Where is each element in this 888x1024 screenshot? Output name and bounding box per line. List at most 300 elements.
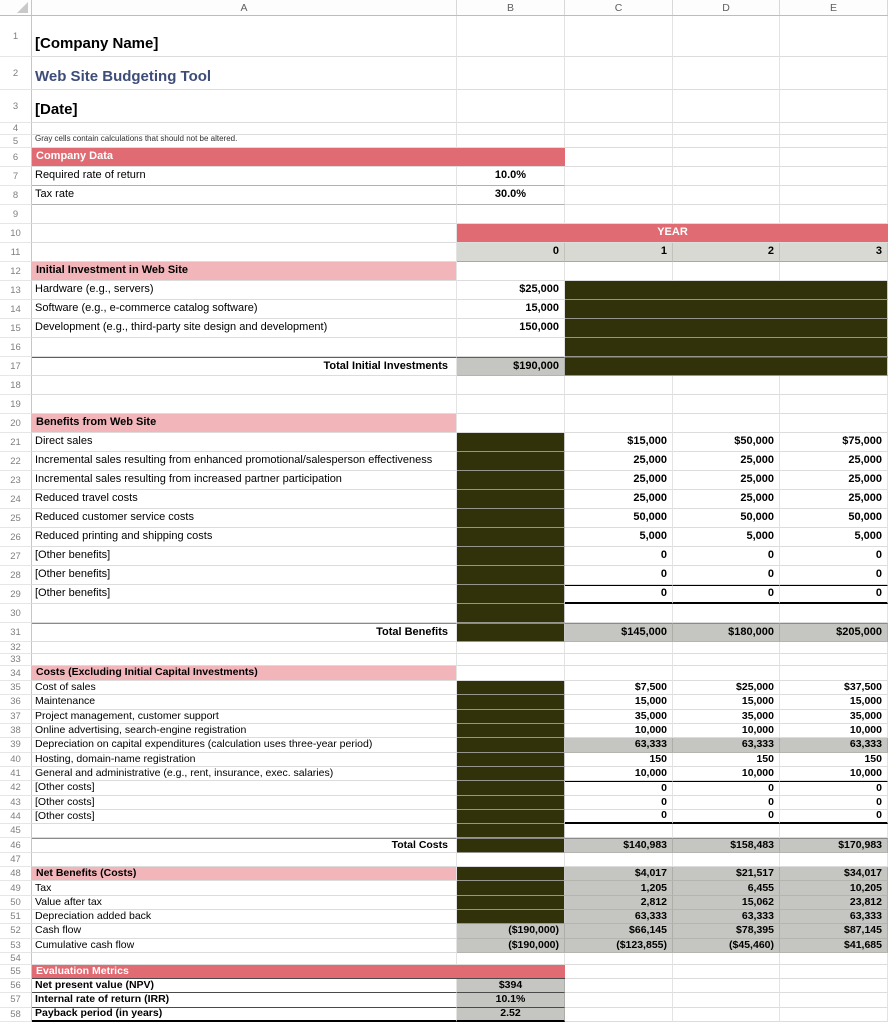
cell-B45[interactable]	[457, 824, 565, 838]
row-header-30[interactable]: 30	[0, 604, 32, 623]
cell-D56[interactable]	[673, 979, 780, 993]
cell-E18[interactable]	[780, 376, 888, 395]
cell-A9[interactable]	[32, 205, 457, 224]
cell-C26[interactable]: 5,000	[565, 528, 673, 547]
cell-E26[interactable]: 5,000	[780, 528, 888, 547]
cell-B36[interactable]	[457, 695, 565, 709]
cell-D29[interactable]: 0	[673, 585, 780, 604]
cell-D38[interactable]: 10,000	[673, 724, 780, 738]
cell-A10[interactable]	[32, 224, 457, 243]
row-header-38[interactable]: 38	[0, 724, 32, 738]
cell-B7[interactable]: 10.0%	[457, 167, 565, 186]
cell-A49[interactable]: Tax	[32, 881, 457, 895]
cell-E33[interactable]	[780, 654, 888, 666]
row-header-29[interactable]: 29	[0, 585, 32, 604]
cell-C24[interactable]: 25,000	[565, 490, 673, 509]
cell-B12[interactable]	[457, 262, 565, 281]
cell-B9[interactable]	[457, 205, 565, 224]
cell-A46[interactable]: Total Costs	[32, 838, 457, 852]
cell-A17[interactable]: Total Initial Investments	[32, 357, 457, 376]
cell-B19[interactable]	[457, 395, 565, 414]
cell-A26[interactable]: Reduced printing and shipping costs	[32, 528, 457, 547]
row-header-53[interactable]: 53	[0, 939, 32, 953]
cell-D19[interactable]	[673, 395, 780, 414]
cell-B1[interactable]	[457, 16, 565, 57]
cell-B21[interactable]	[457, 433, 565, 452]
row-header-26[interactable]: 26	[0, 528, 32, 547]
row-header-54[interactable]: 54	[0, 953, 32, 965]
row-header-49[interactable]: 49	[0, 881, 32, 895]
cell-B47[interactable]	[457, 853, 565, 867]
cell-D43[interactable]: 0	[673, 796, 780, 810]
row-header-3[interactable]: 3	[0, 90, 32, 123]
cell-B54[interactable]	[457, 953, 565, 965]
cell-A8[interactable]: Tax rate	[32, 186, 457, 205]
cell-A4[interactable]	[32, 123, 457, 135]
row-header-21[interactable]: 21	[0, 433, 32, 452]
row-header-11[interactable]: 11	[0, 243, 32, 262]
cell-C5[interactable]	[565, 135, 673, 148]
cell-A57[interactable]: Internal rate of return (IRR)	[32, 993, 457, 1008]
cell-B46[interactable]	[457, 838, 565, 852]
cell-B31[interactable]	[457, 623, 565, 642]
row-header-41[interactable]: 41	[0, 767, 32, 781]
cell-B38[interactable]	[457, 724, 565, 738]
cell-C47[interactable]	[565, 853, 673, 867]
cell-C20[interactable]	[565, 414, 673, 433]
col-header-C[interactable]: C	[565, 0, 673, 15]
cell-A37[interactable]: Project management, customer support	[32, 710, 457, 724]
cell-E45[interactable]	[780, 824, 888, 838]
cell-E27[interactable]: 0	[780, 547, 888, 566]
cell-C30[interactable]	[565, 604, 673, 623]
row-header-50[interactable]: 50	[0, 896, 32, 910]
cell-B16[interactable]	[457, 338, 565, 357]
cell-D37[interactable]: 35,000	[673, 710, 780, 724]
cell-A6[interactable]: Company Data	[32, 148, 565, 167]
cell-A15[interactable]: Development (e.g., third-party site design and development)	[32, 319, 457, 338]
cell-E57[interactable]	[780, 993, 888, 1008]
cell-A48[interactable]: Net Benefits (Costs)	[32, 867, 457, 881]
cell-E37[interactable]: 35,000	[780, 710, 888, 724]
cell-C22[interactable]: 25,000	[565, 452, 673, 471]
cell-D11[interactable]: 2	[673, 243, 780, 262]
col-header-D[interactable]: D	[673, 0, 780, 15]
cell-B13[interactable]: $25,000	[457, 281, 565, 300]
cell-D49[interactable]: 6,455	[673, 881, 780, 895]
cell-C50[interactable]: 2,812	[565, 896, 673, 910]
row-header-52[interactable]: 52	[0, 924, 32, 938]
cell-C32[interactable]	[565, 642, 673, 654]
row-header-33[interactable]: 33	[0, 654, 32, 666]
cell-A55[interactable]: Evaluation Metrics	[32, 965, 565, 979]
row-header-10[interactable]: 10	[0, 224, 32, 243]
cell-A18[interactable]	[32, 376, 457, 395]
cell-C21[interactable]: $15,000	[565, 433, 673, 452]
cell-E30[interactable]	[780, 604, 888, 623]
cell-C44[interactable]: 0	[565, 810, 673, 824]
cell-D31[interactable]: $180,000	[673, 623, 780, 642]
cell-E50[interactable]: 23,812	[780, 896, 888, 910]
cell-D30[interactable]	[673, 604, 780, 623]
cell-E25[interactable]: 50,000	[780, 509, 888, 528]
cell-B32[interactable]	[457, 642, 565, 654]
row-header-1[interactable]: 1	[0, 16, 32, 57]
cell-E21[interactable]: $75,000	[780, 433, 888, 452]
cell-C28[interactable]: 0	[565, 566, 673, 585]
row-header-15[interactable]: 15	[0, 319, 32, 338]
cell-D23[interactable]: 25,000	[673, 471, 780, 490]
cell-A31[interactable]: Total Benefits	[32, 623, 457, 642]
cell-A45[interactable]	[32, 824, 457, 838]
cell-E53[interactable]: $41,685	[780, 939, 888, 953]
cell-B23[interactable]	[457, 471, 565, 490]
cell-C39[interactable]: 63,333	[565, 738, 673, 752]
cell-A13[interactable]: Hardware (e.g., servers)	[32, 281, 457, 300]
cell-E22[interactable]: 25,000	[780, 452, 888, 471]
cell-B24[interactable]	[457, 490, 565, 509]
cell-A28[interactable]: [Other benefits]	[32, 566, 457, 585]
cell-B53[interactable]: ($190,000)	[457, 939, 565, 953]
cell-B14[interactable]: 15,000	[457, 300, 565, 319]
cell-B58[interactable]: 2.52	[457, 1008, 565, 1022]
cell-A23[interactable]: Incremental sales resulting from increased partner participation	[32, 471, 457, 490]
cell-D45[interactable]	[673, 824, 780, 838]
cell-A32[interactable]	[32, 642, 457, 654]
cell-C29[interactable]: 0	[565, 585, 673, 604]
cell-A27[interactable]: [Other benefits]	[32, 547, 457, 566]
row-header-39[interactable]: 39	[0, 738, 32, 752]
row-header-22[interactable]: 22	[0, 452, 32, 471]
cell-A43[interactable]: [Other costs]	[32, 796, 457, 810]
cell-E32[interactable]	[780, 642, 888, 654]
cell-E58[interactable]	[780, 1008, 888, 1022]
cell-D25[interactable]: 50,000	[673, 509, 780, 528]
select-all-corner[interactable]	[0, 0, 32, 15]
cell-C38[interactable]: 10,000	[565, 724, 673, 738]
row-header-13[interactable]: 13	[0, 281, 32, 300]
cell-C54[interactable]	[565, 953, 673, 965]
cell-D6[interactable]	[673, 148, 780, 167]
row-header-48[interactable]: 48	[0, 867, 32, 881]
cell-C4[interactable]	[565, 123, 673, 135]
cell-E36[interactable]: 15,000	[780, 695, 888, 709]
cell-E47[interactable]	[780, 853, 888, 867]
cell-A44[interactable]: [Other costs]	[32, 810, 457, 824]
row-header-58[interactable]: 58	[0, 1008, 32, 1022]
cell-C3[interactable]	[565, 90, 673, 123]
cell-C18[interactable]	[565, 376, 673, 395]
cell-C48[interactable]: $4,017	[565, 867, 673, 881]
row-header-8[interactable]: 8	[0, 186, 32, 205]
cell-D35[interactable]: $25,000	[673, 681, 780, 695]
row-header-57[interactable]: 57	[0, 993, 32, 1008]
cell-A51[interactable]: Depreciation added back	[32, 910, 457, 924]
cell-A19[interactable]	[32, 395, 457, 414]
cell-D9[interactable]	[673, 205, 780, 224]
cell-D28[interactable]: 0	[673, 566, 780, 585]
cell-E5[interactable]	[780, 135, 888, 148]
row-header-34[interactable]: 34	[0, 666, 32, 681]
cell-D18[interactable]	[673, 376, 780, 395]
cell-E34[interactable]	[780, 666, 888, 681]
cell-D2[interactable]	[673, 57, 780, 90]
cell-E42[interactable]: 0	[780, 781, 888, 795]
cell-B27[interactable]	[457, 547, 565, 566]
cell-D41[interactable]: 10,000	[673, 767, 780, 781]
cell-A14[interactable]: Software (e.g., e-commerce catalog software)	[32, 300, 457, 319]
row-header-7[interactable]: 7	[0, 167, 32, 186]
cell-B44[interactable]	[457, 810, 565, 824]
cell-B41[interactable]	[457, 767, 565, 781]
cell-C17[interactable]	[565, 357, 888, 376]
cell-B8[interactable]: 30.0%	[457, 186, 565, 205]
row-header-43[interactable]: 43	[0, 796, 32, 810]
row-header-2[interactable]: 2	[0, 57, 32, 90]
row-header-37[interactable]: 37	[0, 710, 32, 724]
cell-A52[interactable]: Cash flow	[32, 924, 457, 938]
cell-A38[interactable]: Online advertising, search-engine registration	[32, 724, 457, 738]
cell-D8[interactable]	[673, 186, 780, 205]
row-header-45[interactable]: 45	[0, 824, 32, 838]
cell-B51[interactable]	[457, 910, 565, 924]
cell-D3[interactable]	[673, 90, 780, 123]
cell-A22[interactable]: Incremental sales resulting from enhanced promotional/salesperson effectiveness	[32, 452, 457, 471]
cell-D12[interactable]	[673, 262, 780, 281]
cell-B4[interactable]	[457, 123, 565, 135]
col-header-B[interactable]: B	[457, 0, 565, 15]
cell-E11[interactable]: 3	[780, 243, 888, 262]
cell-C15[interactable]	[565, 319, 888, 338]
cell-E39[interactable]: 63,333	[780, 738, 888, 752]
cell-B35[interactable]	[457, 681, 565, 695]
cell-B52[interactable]: ($190,000)	[457, 924, 565, 938]
row-header-55[interactable]: 55	[0, 965, 32, 979]
cell-C46[interactable]: $140,983	[565, 838, 673, 852]
cell-D33[interactable]	[673, 654, 780, 666]
cell-C53[interactable]: ($123,855)	[565, 939, 673, 953]
cell-C43[interactable]: 0	[565, 796, 673, 810]
cell-D4[interactable]	[673, 123, 780, 135]
cell-B34[interactable]	[457, 666, 565, 681]
cell-A20[interactable]: Benefits from Web Site	[32, 414, 457, 433]
cell-E56[interactable]	[780, 979, 888, 993]
cell-A50[interactable]: Value after tax	[32, 896, 457, 910]
cell-A47[interactable]	[32, 853, 457, 867]
cell-E9[interactable]	[780, 205, 888, 224]
row-header-6[interactable]: 6	[0, 148, 32, 167]
cell-A40[interactable]: Hosting, domain-name registration	[32, 753, 457, 767]
cell-B25[interactable]	[457, 509, 565, 528]
cell-E46[interactable]: $170,983	[780, 838, 888, 852]
cell-A29[interactable]: [Other benefits]	[32, 585, 457, 604]
cell-D36[interactable]: 15,000	[673, 695, 780, 709]
cell-D40[interactable]: 150	[673, 753, 780, 767]
cell-C8[interactable]	[565, 186, 673, 205]
row-header-40[interactable]: 40	[0, 753, 32, 767]
row-header-16[interactable]: 16	[0, 338, 32, 357]
cell-B2[interactable]	[457, 57, 565, 90]
cell-B15[interactable]: 150,000	[457, 319, 565, 338]
cell-C9[interactable]	[565, 205, 673, 224]
cell-A54[interactable]	[32, 953, 457, 965]
cell-E29[interactable]: 0	[780, 585, 888, 604]
cell-E54[interactable]	[780, 953, 888, 965]
row-header-31[interactable]: 31	[0, 623, 32, 642]
cell-D53[interactable]: ($45,460)	[673, 939, 780, 953]
cell-E7[interactable]	[780, 167, 888, 186]
cell-A7[interactable]: Required rate of return	[32, 167, 457, 186]
cell-A21[interactable]: Direct sales	[32, 433, 457, 452]
cell-C11[interactable]: 1	[565, 243, 673, 262]
col-header-E[interactable]: E	[780, 0, 888, 15]
cell-C19[interactable]	[565, 395, 673, 414]
cell-B20[interactable]	[457, 414, 565, 433]
cell-E38[interactable]: 10,000	[780, 724, 888, 738]
cell-E44[interactable]: 0	[780, 810, 888, 824]
cell-C12[interactable]	[565, 262, 673, 281]
cell-E6[interactable]	[780, 148, 888, 167]
cell-E3[interactable]	[780, 90, 888, 123]
cell-C56[interactable]	[565, 979, 673, 993]
cell-E8[interactable]	[780, 186, 888, 205]
row-header-56[interactable]: 56	[0, 979, 32, 993]
cell-A36[interactable]: Maintenance	[32, 695, 457, 709]
cell-B11[interactable]: 0	[457, 243, 565, 262]
cell-D44[interactable]: 0	[673, 810, 780, 824]
cell-A34[interactable]: Costs (Excluding Initial Capital Investments)	[32, 666, 457, 681]
cell-D20[interactable]	[673, 414, 780, 433]
cell-B37[interactable]	[457, 710, 565, 724]
cell-D51[interactable]: 63,333	[673, 910, 780, 924]
cell-D50[interactable]: 15,062	[673, 896, 780, 910]
cell-A16[interactable]	[32, 338, 457, 357]
cell-B3[interactable]	[457, 90, 565, 123]
cell-D1[interactable]	[673, 16, 780, 57]
row-header-51[interactable]: 51	[0, 910, 32, 924]
cell-B42[interactable]	[457, 781, 565, 795]
row-header-42[interactable]: 42	[0, 781, 32, 795]
cell-C14[interactable]	[565, 300, 888, 319]
cell-B17[interactable]: $190,000	[457, 357, 565, 376]
cell-B26[interactable]	[457, 528, 565, 547]
col-header-A[interactable]: A	[32, 0, 457, 15]
cell-C7[interactable]	[565, 167, 673, 186]
cell-B39[interactable]	[457, 738, 565, 752]
cell-A2[interactable]: Web Site Budgeting Tool	[32, 57, 457, 90]
cell-E12[interactable]	[780, 262, 888, 281]
cell-A35[interactable]: Cost of sales	[32, 681, 457, 695]
cell-D26[interactable]: 5,000	[673, 528, 780, 547]
cell-D58[interactable]	[673, 1008, 780, 1022]
row-header-14[interactable]: 14	[0, 300, 32, 319]
row-header-46[interactable]: 46	[0, 838, 32, 852]
cell-C41[interactable]: 10,000	[565, 767, 673, 781]
cell-D27[interactable]: 0	[673, 547, 780, 566]
cell-C42[interactable]: 0	[565, 781, 673, 795]
cell-C13[interactable]	[565, 281, 888, 300]
cell-E52[interactable]: $87,145	[780, 924, 888, 938]
row-header-24[interactable]: 24	[0, 490, 32, 509]
cell-D52[interactable]: $78,395	[673, 924, 780, 938]
cell-E23[interactable]: 25,000	[780, 471, 888, 490]
cell-B57[interactable]: 10.1%	[457, 993, 565, 1008]
cell-E51[interactable]: 63,333	[780, 910, 888, 924]
cell-D7[interactable]	[673, 167, 780, 186]
cell-A25[interactable]: Reduced customer service costs	[32, 509, 457, 528]
cell-C27[interactable]: 0	[565, 547, 673, 566]
cell-D48[interactable]: $21,517	[673, 867, 780, 881]
cell-A5[interactable]: Gray cells contain calculations that should not be altered.	[32, 135, 457, 148]
row-header-44[interactable]: 44	[0, 810, 32, 824]
cell-A11[interactable]	[32, 243, 457, 262]
row-header-28[interactable]: 28	[0, 566, 32, 585]
cell-E24[interactable]: 25,000	[780, 490, 888, 509]
cell-D24[interactable]: 25,000	[673, 490, 780, 509]
cell-D39[interactable]: 63,333	[673, 738, 780, 752]
row-header-27[interactable]: 27	[0, 547, 32, 566]
cell-E19[interactable]	[780, 395, 888, 414]
cell-B10[interactable]: YEAR	[457, 224, 888, 243]
cell-D5[interactable]	[673, 135, 780, 148]
row-header-9[interactable]: 9	[0, 205, 32, 224]
row-header-35[interactable]: 35	[0, 681, 32, 695]
cell-E2[interactable]	[780, 57, 888, 90]
cell-D42[interactable]: 0	[673, 781, 780, 795]
cell-C37[interactable]: 35,000	[565, 710, 673, 724]
row-header-23[interactable]: 23	[0, 471, 32, 490]
row-header-5[interactable]: 5	[0, 135, 32, 148]
cell-D32[interactable]	[673, 642, 780, 654]
cell-A42[interactable]: [Other costs]	[32, 781, 457, 795]
row-header-36[interactable]: 36	[0, 695, 32, 709]
cell-E43[interactable]: 0	[780, 796, 888, 810]
cell-C2[interactable]	[565, 57, 673, 90]
cell-B49[interactable]	[457, 881, 565, 895]
cell-C36[interactable]: 15,000	[565, 695, 673, 709]
cell-E49[interactable]: 10,205	[780, 881, 888, 895]
row-header-18[interactable]: 18	[0, 376, 32, 395]
cell-D46[interactable]: $158,483	[673, 838, 780, 852]
row-header-17[interactable]: 17	[0, 357, 32, 376]
cell-C16[interactable]	[565, 338, 888, 357]
row-header-19[interactable]: 19	[0, 395, 32, 414]
cell-C33[interactable]	[565, 654, 673, 666]
cell-D57[interactable]	[673, 993, 780, 1008]
cell-E1[interactable]	[780, 16, 888, 57]
row-header-4[interactable]: 4	[0, 123, 32, 135]
cell-C25[interactable]: 50,000	[565, 509, 673, 528]
cell-D34[interactable]	[673, 666, 780, 681]
cell-E28[interactable]: 0	[780, 566, 888, 585]
row-header-25[interactable]: 25	[0, 509, 32, 528]
cell-B28[interactable]	[457, 566, 565, 585]
cell-B40[interactable]	[457, 753, 565, 767]
cell-D55[interactable]	[673, 965, 780, 979]
cell-A1[interactable]: [Company Name]	[32, 16, 457, 57]
cell-C58[interactable]	[565, 1008, 673, 1022]
cell-D47[interactable]	[673, 853, 780, 867]
cell-E35[interactable]: $37,500	[780, 681, 888, 695]
cell-C52[interactable]: $66,145	[565, 924, 673, 938]
cell-C6[interactable]	[565, 148, 673, 167]
cell-C40[interactable]: 150	[565, 753, 673, 767]
cell-B48[interactable]	[457, 867, 565, 881]
cell-C1[interactable]	[565, 16, 673, 57]
cell-C57[interactable]	[565, 993, 673, 1008]
cell-A53[interactable]: Cumulative cash flow	[32, 939, 457, 953]
cell-E31[interactable]: $205,000	[780, 623, 888, 642]
